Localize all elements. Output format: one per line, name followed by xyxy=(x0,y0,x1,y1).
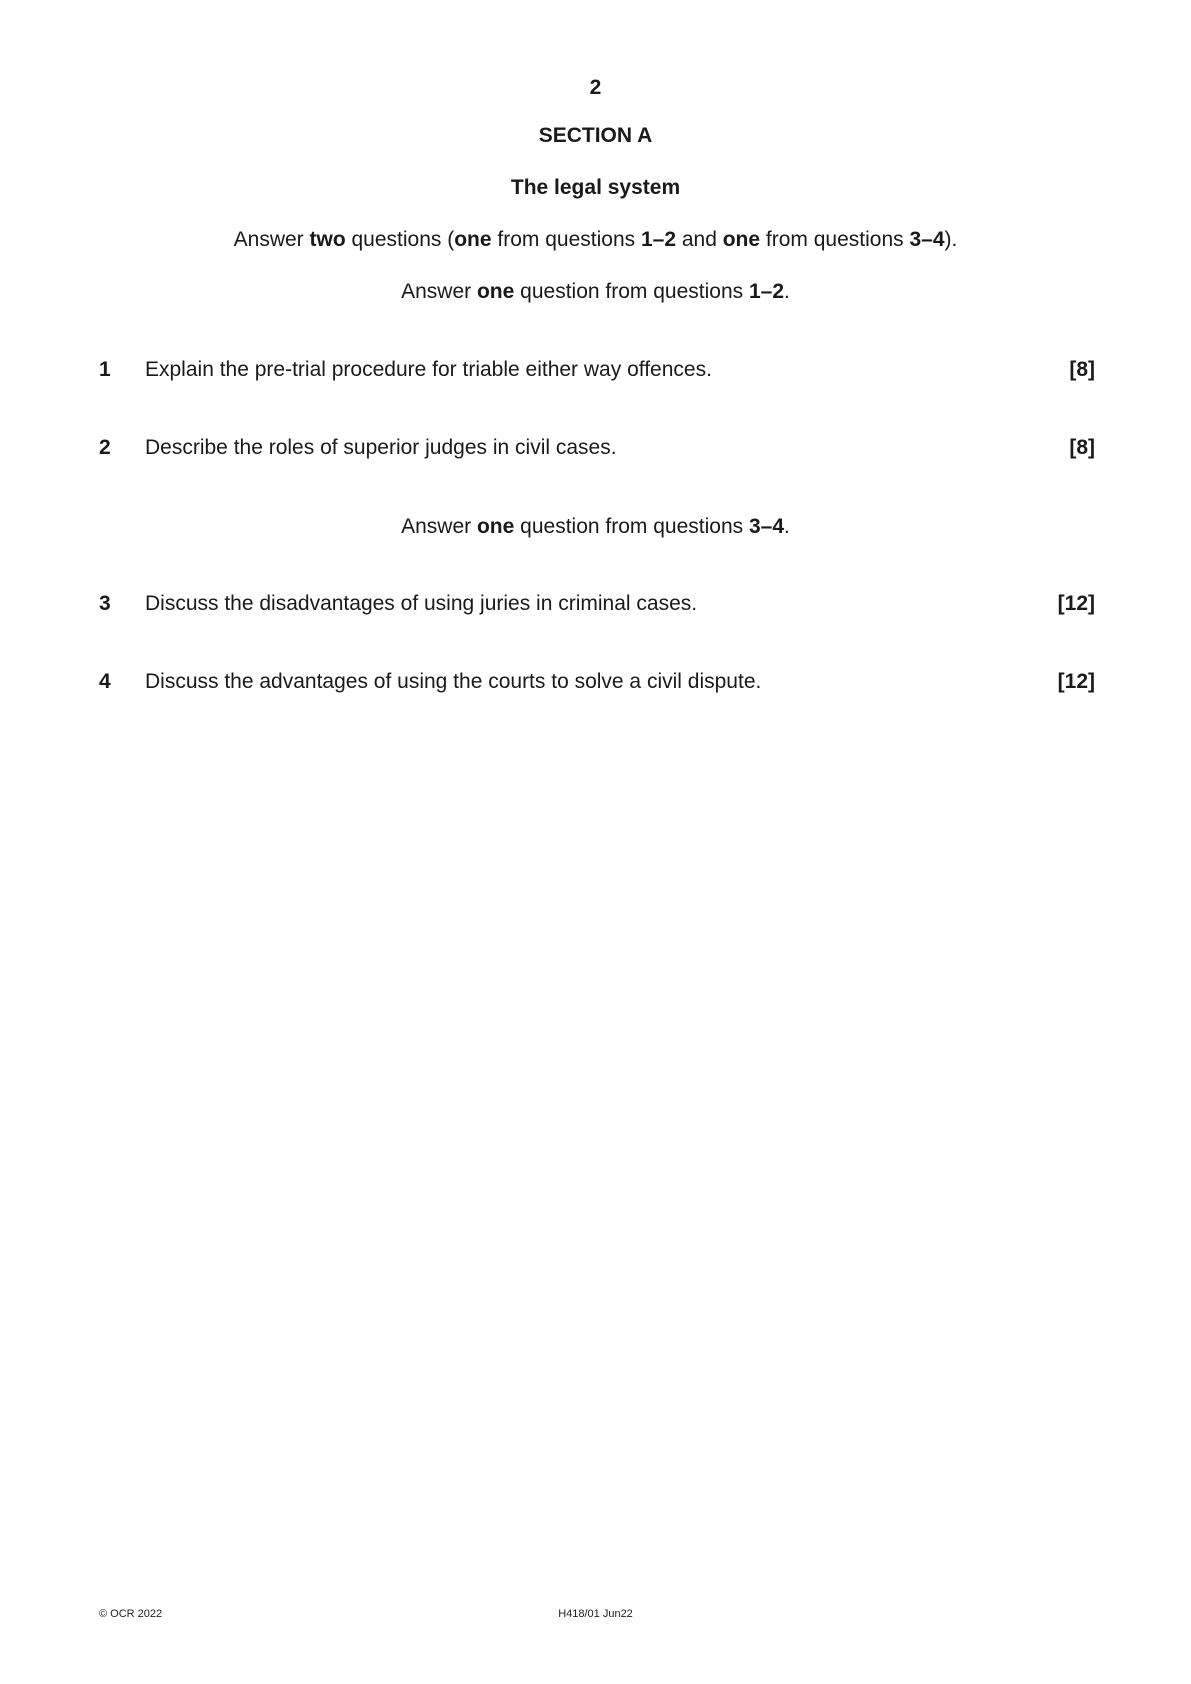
question-marks: [8] xyxy=(1069,358,1095,381)
instruction-emphasis: 3–4 xyxy=(748,515,785,538)
question-text: Describe the roles of superior judges in civil cases. xyxy=(145,436,617,459)
instruction-main xyxy=(0,227,1191,253)
question-text: Explain the pre-trial procedure for triable either way offences. xyxy=(145,358,712,381)
question-text: Discuss the advantages of using the courts to solve a civil dispute. xyxy=(145,670,762,693)
question-marks: [8] xyxy=(1069,436,1095,459)
instruction-emphasis: 1–2 xyxy=(640,228,677,251)
question-text: Discuss the disadvantages of using juries in criminal cases. xyxy=(145,592,698,615)
question-marks: [12] xyxy=(1057,592,1095,615)
footer-copyright: © OCR 2022 xyxy=(99,1608,163,1620)
instruction-text: Answer xyxy=(233,228,310,251)
question-number: 2 xyxy=(99,436,111,459)
instruction-text: Answer xyxy=(401,515,477,538)
footer-paper-code: H418/01 Jun22 xyxy=(558,1608,633,1620)
instruction-emphasis: one xyxy=(476,515,515,538)
instruction-text: Answer xyxy=(401,280,477,303)
question-marks: [12] xyxy=(1057,670,1095,693)
question-3 xyxy=(0,591,1191,621)
instruction-text: question from questions xyxy=(514,280,749,303)
instruction-text: . xyxy=(784,280,790,303)
question-1 xyxy=(0,357,1191,387)
instruction-text: and xyxy=(676,228,723,251)
page-number: 2 xyxy=(589,76,602,99)
instruction-text: question from questions xyxy=(514,515,749,538)
instruction-text: ). xyxy=(944,228,958,251)
instruction-text: . xyxy=(784,515,790,538)
section-subtitle: The legal system xyxy=(510,176,681,199)
instruction-group-2 xyxy=(0,514,1191,540)
instruction-emphasis: one xyxy=(476,280,515,303)
instruction-text: from questions xyxy=(760,228,910,251)
question-4 xyxy=(0,669,1191,699)
question-number: 3 xyxy=(99,592,111,615)
instruction-emphasis: one xyxy=(454,228,492,251)
question-number: 1 xyxy=(99,358,111,381)
instruction-emphasis: 1–2 xyxy=(748,280,785,303)
instruction-emphasis: two xyxy=(309,228,346,251)
instruction-text: questions ( xyxy=(345,228,455,251)
instruction-group-1 xyxy=(0,279,1191,305)
question-number: 4 xyxy=(99,670,111,693)
section-title: SECTION A xyxy=(538,124,653,147)
question-2 xyxy=(0,435,1191,465)
instruction-emphasis: 3–4 xyxy=(909,228,945,251)
instruction-text: from questions xyxy=(491,228,641,251)
instruction-emphasis: one xyxy=(722,228,761,251)
